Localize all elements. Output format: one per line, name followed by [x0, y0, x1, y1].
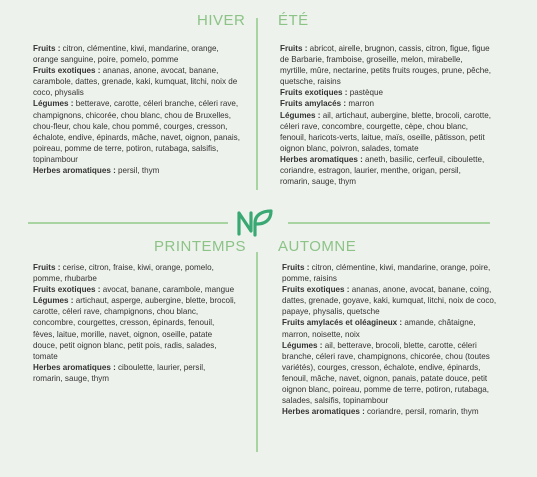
- category-herbes: Herbes aromatiques : coriandre, persil, romarin, thym: [282, 407, 479, 417]
- season-title-automne: AUTOMNE: [278, 238, 357, 255]
- category-herbes: Herbes aromatiques : ciboulette, laurier, persil, romarin, sauge, thym: [33, 362, 206, 383]
- category-herbes: Herbes aromatiques : persil, thym: [33, 166, 160, 176]
- category-legumes: Légumes : betterave, carotte, céleri branche, céleri rave, champignons, chicorée, chou blanc, chou de Bruxelles, chou-fleur, chou kale, chou pommé, courges, cresson, échalote, endive, épinards, mâche, navet, oignon, panais, poireau, pomme de terre, potiron, rutabaga, salsifis, topinambour: [33, 99, 240, 164]
- category-fruits: Fruits : cerise, citron, fraise, kiwi, orange, pomelo, pomme, rhubarbe: [33, 263, 214, 284]
- np-leaf-logo-icon: [236, 207, 274, 237]
- category-fruits-amylaces: Fruits amylacés : marron: [280, 99, 375, 109]
- season-title-printemps: PRINTEMPS: [154, 238, 247, 255]
- season-block-ete: [280, 43, 492, 187]
- category-legumes: Légumes : ail, artichaut, aubergine, blette, brocoli, carotte, céleri rave, concombre, courgette, cèpe, chou blanc, fenouil, haricots-verts, laitue, maïs, oseille, pâtisson, petit oignon blanc, poivron, salades, tomate: [280, 110, 491, 153]
- divider-vertical-bottom: [256, 252, 258, 452]
- category-legumes: Légumes : ail, betterave, brocoli, blette, carotte, céleri branche, céleri rave, champignons, chicorée, chou (toutes variétés), courges, cresson, échalote, endive, épinards, fenouil, mâche, navet, oignon, panais, patate douce, petit oignon blanc, poireau, pomme de terre, potiron, rutabaga, salades, salsifis, topinambour: [282, 340, 490, 406]
- category-fruits-amylaces: Fruits amylacés et oléagineux : amande, châtaigne, marron, noisette, noix: [282, 318, 476, 339]
- divider-horizontal-right: [288, 222, 490, 224]
- season-block-hiver: [33, 43, 245, 176]
- category-fruits-exotiques: Fruits exotiques : avocat, banane, carambole, mangue: [33, 285, 235, 295]
- category-fruits: Fruits : citron, clémentine, kiwi, mandarine, orange, poire, pomme, raisins: [282, 263, 491, 284]
- category-herbes: Herbes aromatiques : aneth, basilic, cerfeuil, ciboulette, coriandre, estragon, laurier, menthe, origan, persil, romarin, sauge, thym: [280, 154, 485, 187]
- category-fruits: Fruits : abricot, airelle, brugnon, cassis, citron, figue, figue de Barbarie, framboise, groseille, melon, mirabelle, myrtille, mûre, nectarine, petits fruits rouges, prune, pêche, quetsche, raisins: [280, 44, 491, 87]
- season-title-ete: ÉTÉ: [278, 12, 309, 29]
- category-fruits: Fruits : citron, clémentine, kiwi, mandarine, orange, orange sanguine, poire, pomelo, pomme: [33, 44, 219, 65]
- divider-vertical-top: [256, 18, 258, 190]
- category-fruits-exotiques: Fruits exotiques : ananas, anone, avocat, banane, coing, dattes, grenade, goyave, kaki, kumquat, litchi, noix de coco, papaye, physalis, quetsche: [282, 285, 497, 317]
- category-legumes: Légumes : artichaut, asperge, aubergine, blette, brocoli, carotte, céleri rave, champignons, chou blanc, concombre, courgettes, cresson, épinards, fenouil, fèves, laitue, morille, navet, oignon, oseille, patate douce, petit oignon blanc, petit pois, radis, salades, tomate: [33, 296, 236, 361]
- season-block-printemps: [33, 262, 236, 384]
- category-fruits-exotiques: Fruits exotiques : ananas, anone, avocat, banane, carambole, dattes, grenade, kaki, kumquat, litchi, noix de coco, physalis: [33, 66, 238, 98]
- season-block-automne: [282, 262, 500, 417]
- season-title-hiver: HIVER: [197, 12, 246, 29]
- category-fruits-exotiques: Fruits exotiques : pastèque: [280, 88, 384, 98]
- divider-horizontal-left: [28, 222, 228, 224]
